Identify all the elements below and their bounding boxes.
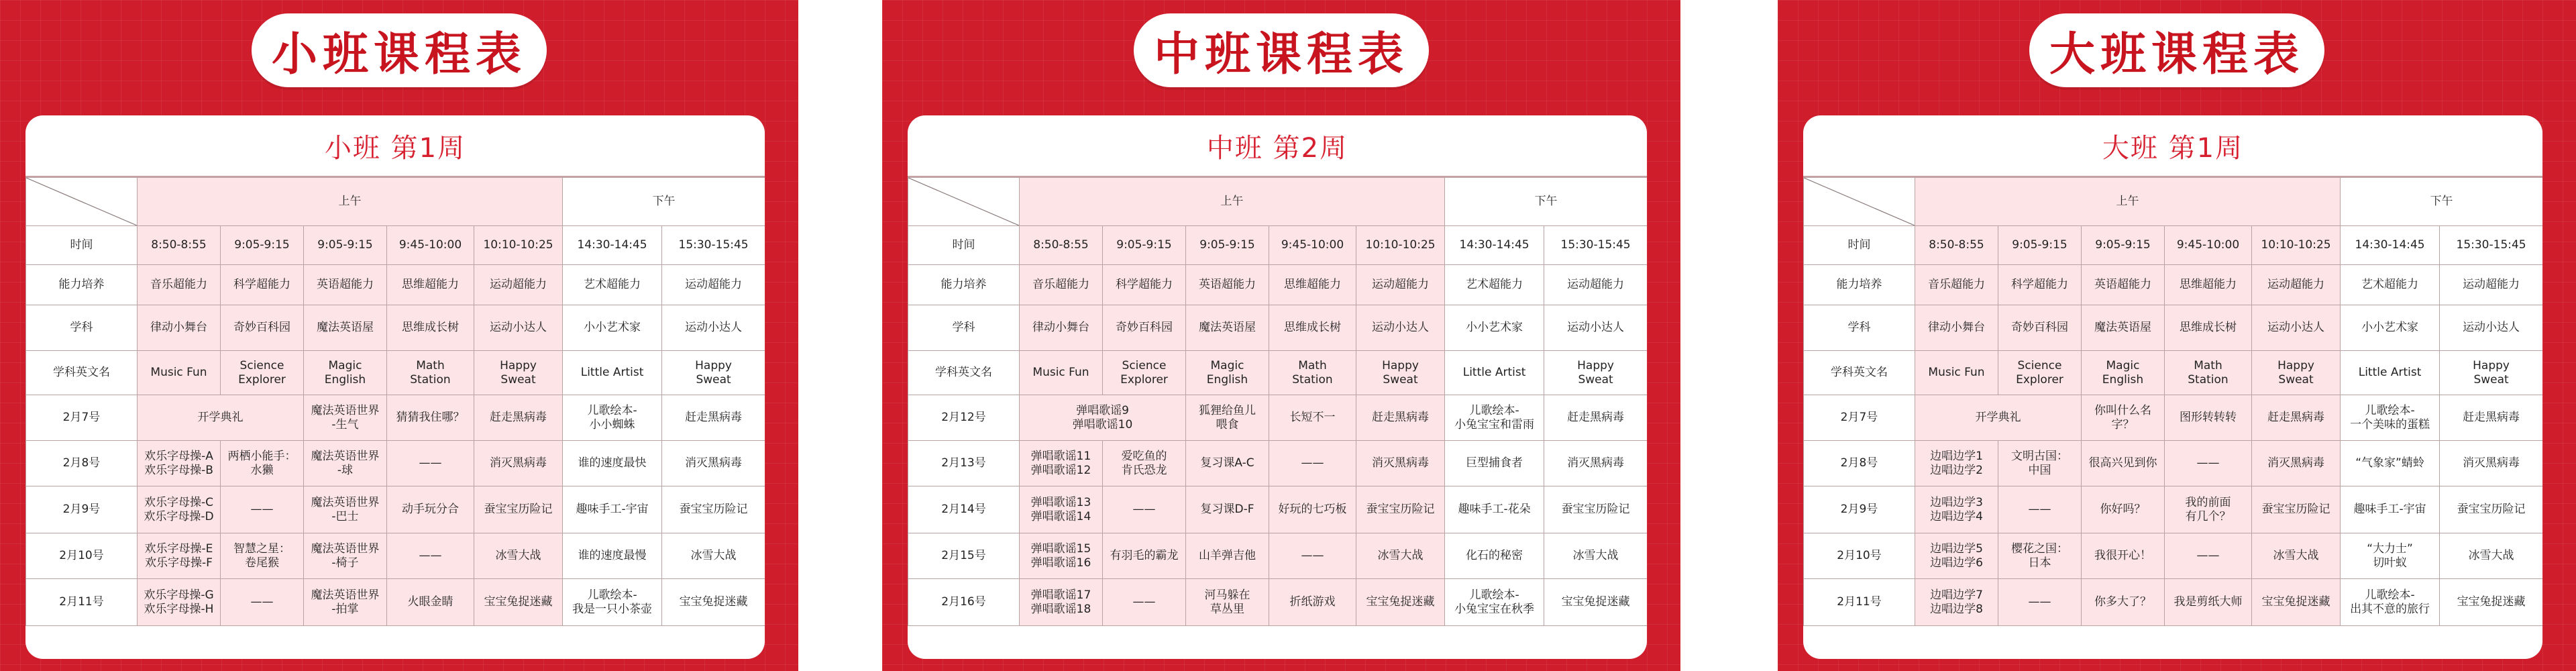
row-label: 学科英文名	[908, 351, 1020, 395]
ability-cell: 科学超能力	[1998, 265, 2082, 305]
lesson-cell: 魔法英语世界 -巴士	[304, 486, 387, 533]
date-cell: 2月16号	[908, 579, 1020, 626]
afternoon-header: 下午	[2341, 178, 2542, 226]
english-name-cell: Little Artist	[1445, 351, 1544, 395]
english-name-cell: Little Artist	[563, 351, 662, 395]
time-cell: 14:30-14:45	[2341, 226, 2440, 265]
time-cell: 15:30-15:45	[1544, 226, 1647, 265]
ability-cell: 运动超能力	[474, 265, 563, 305]
lesson-cell: 弹唱歌谣9 弹唱歌谣10	[1020, 395, 1186, 441]
lesson-cell: 边唱边学7 边唱边学8	[1915, 579, 1998, 626]
schedule-board-large	[1778, 0, 2576, 671]
ability-cell: 运动超能力	[2440, 265, 2542, 305]
row-label: 时间	[908, 226, 1020, 265]
date-cell: 2月12号	[908, 395, 1020, 441]
english-name-cell: Music Fun	[138, 351, 221, 395]
lesson-cell: “气象家”蜻蛉	[2341, 441, 2440, 486]
date-cell: 2月10号	[1804, 533, 1915, 579]
english-name-cell: Magic English	[1186, 351, 1269, 395]
schedule-board-small	[0, 0, 798, 671]
lesson-cell: 化石的秘密	[1445, 533, 1544, 579]
lesson-cell: 冰雪大战	[662, 533, 765, 579]
lesson-cell: 边唱边学3 边唱边学4	[1915, 486, 1998, 533]
lesson-cell: 冰雪大战	[2440, 533, 2542, 579]
lesson-cell: 很高兴见到你	[2082, 441, 2165, 486]
lesson-cell: ——	[387, 533, 474, 579]
lesson-cell: 宝宝兔捉迷藏	[1356, 579, 1445, 626]
ability-cell: 运动超能力	[1544, 265, 1647, 305]
lesson-cell: 折纸游戏	[1269, 579, 1356, 626]
subject-cell: 魔法英语屋	[1186, 305, 1269, 351]
morning-header: 上午	[1915, 178, 2341, 226]
lesson-cell: 文明古国： 中国	[1998, 441, 2082, 486]
english-name-cell: Science Explorer	[1998, 351, 2082, 395]
lesson-cell: 谁的速度最快	[563, 441, 662, 486]
lesson-cell: 弹唱歌谣13 弹唱歌谣14	[1020, 486, 1103, 533]
row-label: 学科英文名	[26, 351, 138, 395]
lesson-cell: 蚕宝宝历险记	[662, 486, 765, 533]
ability-cell: 音乐超能力	[1915, 265, 1998, 305]
lesson-cell: 图形转转转	[2165, 395, 2252, 441]
lesson-cell: 欢乐字母操-E 欢乐字母操-F	[138, 533, 221, 579]
lesson-cell: 好玩的七巧板	[1269, 486, 1356, 533]
lesson-cell: 赶走黑病毒	[662, 395, 765, 441]
lesson-cell: 儿歌绘本- 小兔宝宝和雷雨	[1445, 395, 1544, 441]
ability-cell: 思维超能力	[2165, 265, 2252, 305]
lesson-cell: 欢乐字母操-G 欢乐字母操-H	[138, 579, 221, 626]
time-cell: 8:50-8:55	[1020, 226, 1103, 265]
schedule-table	[25, 177, 765, 626]
time-cell: 9:45-10:00	[387, 226, 474, 265]
subject-cell: 律动小舞台	[1020, 305, 1103, 351]
time-cell: 9:05-9:15	[304, 226, 387, 265]
subject-cell: 小小艺术家	[2341, 305, 2440, 351]
lesson-cell: ——	[221, 579, 304, 626]
date-cell: 2月7号	[1804, 395, 1915, 441]
lesson-cell: 儿歌绘本- 小兔宝宝在秋季	[1445, 579, 1544, 626]
time-cell: 14:30-14:45	[563, 226, 662, 265]
row-label: 学科英文名	[1804, 351, 1915, 395]
ability-cell: 科学超能力	[221, 265, 304, 305]
english-name-cell: Music Fun	[1020, 351, 1103, 395]
time-cell: 9:05-9:15	[1103, 226, 1186, 265]
ability-cell: 音乐超能力	[1020, 265, 1103, 305]
lesson-cell: 蚕宝宝历险记	[1356, 486, 1445, 533]
lesson-cell: 蚕宝宝历险记	[2440, 486, 2542, 533]
afternoon-header: 下午	[563, 178, 765, 226]
lesson-cell: ——	[2165, 441, 2252, 486]
lesson-cell: 冰雪大战	[474, 533, 563, 579]
schedule-table	[1803, 177, 2542, 626]
lesson-cell: 蚕宝宝历险记	[474, 486, 563, 533]
english-name-cell: Happy Sweat	[662, 351, 765, 395]
lesson-cell: 消灭黑病毒	[2252, 441, 2341, 486]
ability-cell: 英语超能力	[2082, 265, 2165, 305]
lesson-cell: 弹唱歌谣17 弹唱歌谣18	[1020, 579, 1103, 626]
lesson-cell: 趣味手工-宇宙	[563, 486, 662, 533]
english-name-cell: Math Station	[1269, 351, 1356, 395]
time-cell: 10:10-10:25	[1356, 226, 1445, 265]
english-name-cell: Happy Sweat	[2252, 351, 2341, 395]
time-cell: 14:30-14:45	[1445, 226, 1544, 265]
board-title: 小班课程表	[252, 13, 547, 87]
lesson-cell: 儿歌绘本- 我是一只小茶壶	[563, 579, 662, 626]
lesson-cell: 河马躲在 草丛里	[1186, 579, 1269, 626]
schedule-table	[908, 177, 1647, 626]
lesson-cell: 魔法英语世界 -椅子	[304, 533, 387, 579]
corner-cell	[1804, 178, 1915, 226]
ability-cell: 艺术超能力	[2341, 265, 2440, 305]
subject-cell: 运动小达人	[2252, 305, 2341, 351]
lesson-cell: 儿歌绘本- 一个美味的蛋糕	[2341, 395, 2440, 441]
lesson-cell: ——	[2165, 533, 2252, 579]
lesson-cell: 宝宝兔捉迷藏	[662, 579, 765, 626]
lesson-cell: 我的前面 有几个？	[2165, 486, 2252, 533]
lesson-cell: 爱吃鱼的 肯氏恐龙	[1103, 441, 1186, 486]
lesson-cell: 儿歌绘本- 出其不意的旅行	[2341, 579, 2440, 626]
time-cell: 15:30-15:45	[662, 226, 765, 265]
subject-cell: 律动小舞台	[1915, 305, 1998, 351]
lesson-cell: “大力士” 切叶蚁	[2341, 533, 2440, 579]
subject-cell: 运动小达人	[474, 305, 563, 351]
lesson-cell: 赶走黑病毒	[474, 395, 563, 441]
subject-cell: 魔法英语屋	[304, 305, 387, 351]
lesson-cell: 长短不一	[1269, 395, 1356, 441]
row-label: 学科	[26, 305, 138, 351]
week-title: 小班 第1周	[25, 115, 765, 177]
time-cell: 9:45-10:00	[1269, 226, 1356, 265]
ability-cell: 音乐超能力	[138, 265, 221, 305]
ability-cell: 运动超能力	[662, 265, 765, 305]
subject-cell: 运动小达人	[2440, 305, 2542, 351]
lesson-cell: 魔法英语世界 -拍掌	[304, 579, 387, 626]
lesson-cell: ——	[1269, 533, 1356, 579]
lesson-cell: 你好吗？	[2082, 486, 2165, 533]
subject-cell: 奇妙百科园	[221, 305, 304, 351]
english-name-cell: Math Station	[387, 351, 474, 395]
lesson-cell: 消灭黑病毒	[662, 441, 765, 486]
time-cell: 9:45-10:00	[2165, 226, 2252, 265]
week-title: 中班 第2周	[908, 115, 1647, 177]
ability-cell: 艺术超能力	[1445, 265, 1544, 305]
lesson-cell: 赶走黑病毒	[1356, 395, 1445, 441]
lesson-cell: 复习课D-F	[1186, 486, 1269, 533]
lesson-cell: 消灭黑病毒	[2440, 441, 2542, 486]
row-label: 能力培养	[26, 265, 138, 305]
lesson-cell: 宝宝兔捉迷藏	[2252, 579, 2341, 626]
corner-cell	[26, 178, 138, 226]
lesson-cell: 巨型捕食者	[1445, 441, 1544, 486]
row-label: 学科	[1804, 305, 1915, 351]
morning-header: 上午	[138, 178, 563, 226]
row-label: 时间	[26, 226, 138, 265]
ability-cell: 艺术超能力	[563, 265, 662, 305]
ability-cell: 科学超能力	[1103, 265, 1186, 305]
lesson-cell: ——	[1998, 486, 2082, 533]
lesson-cell: 你多大了？	[2082, 579, 2165, 626]
ability-cell: 英语超能力	[1186, 265, 1269, 305]
ability-cell: 思维超能力	[1269, 265, 1356, 305]
row-label: 时间	[1804, 226, 1915, 265]
date-cell: 2月10号	[26, 533, 138, 579]
afternoon-header: 下午	[1445, 178, 1647, 226]
lesson-cell: ——	[1103, 579, 1186, 626]
row-label: 学科	[908, 305, 1020, 351]
lesson-cell: 你叫什么名字？	[2082, 395, 2165, 441]
lesson-cell: 消灭黑病毒	[1544, 441, 1647, 486]
lesson-cell: 两栖小能手： 水獭	[221, 441, 304, 486]
english-name-cell: Magic English	[304, 351, 387, 395]
subject-cell: 小小艺术家	[1445, 305, 1544, 351]
lesson-cell: 我是剪纸大师	[2165, 579, 2252, 626]
subject-cell: 律动小舞台	[138, 305, 221, 351]
date-cell: 2月9号	[1804, 486, 1915, 533]
time-cell: 9:05-9:15	[1186, 226, 1269, 265]
lesson-cell: 冰雪大战	[2252, 533, 2341, 579]
english-name-cell: Music Fun	[1915, 351, 1998, 395]
lesson-cell: 开学典礼	[1915, 395, 2082, 441]
lesson-cell: 冰雪大战	[1544, 533, 1647, 579]
subject-cell: 奇妙百科园	[1998, 305, 2082, 351]
lesson-cell: 谁的速度最慢	[563, 533, 662, 579]
lesson-cell: 赶走黑病毒	[1544, 395, 1647, 441]
english-name-cell: Happy Sweat	[2440, 351, 2542, 395]
time-cell: 9:05-9:15	[2082, 226, 2165, 265]
board-title: 大班课程表	[2029, 13, 2324, 87]
time-cell: 8:50-8:55	[1915, 226, 1998, 265]
time-cell: 10:10-10:25	[474, 226, 563, 265]
ability-cell: 运动超能力	[1356, 265, 1445, 305]
lesson-cell: 边唱边学1 边唱边学2	[1915, 441, 1998, 486]
lesson-cell: 欢乐字母操-A 欢乐字母操-B	[138, 441, 221, 486]
date-cell: 2月8号	[1804, 441, 1915, 486]
english-name-cell: Little Artist	[2341, 351, 2440, 395]
lesson-cell: 宝宝兔捉迷藏	[474, 579, 563, 626]
lesson-cell: 智慧之星： 卷尾猴	[221, 533, 304, 579]
subject-cell: 小小艺术家	[563, 305, 662, 351]
lesson-cell: 樱花之国： 日本	[1998, 533, 2082, 579]
subject-cell: 魔法英语屋	[2082, 305, 2165, 351]
lesson-cell: 儿歌绘本- 小小蜘蛛	[563, 395, 662, 441]
english-name-cell: Happy Sweat	[1356, 351, 1445, 395]
time-cell: 10:10-10:25	[2252, 226, 2341, 265]
subject-cell: 奇妙百科园	[1103, 305, 1186, 351]
lesson-cell: 开学典礼	[138, 395, 304, 441]
subject-cell: 思维成长树	[387, 305, 474, 351]
lesson-cell: 复习课A-C	[1186, 441, 1269, 486]
lesson-cell: 消灭黑病毒	[474, 441, 563, 486]
time-cell: 8:50-8:55	[138, 226, 221, 265]
english-name-cell: Happy Sweat	[474, 351, 563, 395]
date-cell: 2月15号	[908, 533, 1020, 579]
schedule-card	[908, 115, 1647, 659]
morning-header: 上午	[1020, 178, 1445, 226]
subject-cell: 思维成长树	[1269, 305, 1356, 351]
english-name-cell: Science Explorer	[1103, 351, 1186, 395]
english-name-cell: Happy Sweat	[1544, 351, 1647, 395]
lesson-cell: 消灭黑病毒	[1356, 441, 1445, 486]
week-title: 大班 第1周	[1803, 115, 2542, 177]
lesson-cell: 弹唱歌谣15 弹唱歌谣16	[1020, 533, 1103, 579]
subject-cell: 运动小达人	[662, 305, 765, 351]
date-cell: 2月7号	[26, 395, 138, 441]
date-cell: 2月8号	[26, 441, 138, 486]
lesson-cell: 宝宝兔捉迷藏	[2440, 579, 2542, 626]
board-title: 中班课程表	[1134, 13, 1429, 87]
lesson-cell: ——	[1998, 579, 2082, 626]
lesson-cell: 狐狸给鱼儿 喂食	[1186, 395, 1269, 441]
lesson-cell: 火眼金睛	[387, 579, 474, 626]
lesson-cell: 趣味手工-花朵	[1445, 486, 1544, 533]
lesson-cell: 蚕宝宝历险记	[1544, 486, 1647, 533]
lesson-cell: ——	[387, 441, 474, 486]
lesson-cell: ——	[1269, 441, 1356, 486]
lesson-cell: 山羊弹吉他	[1186, 533, 1269, 579]
time-cell: 15:30-15:45	[2440, 226, 2542, 265]
lesson-cell: 边唱边学5 边唱边学6	[1915, 533, 1998, 579]
lesson-cell: 有羽毛的霸龙	[1103, 533, 1186, 579]
lesson-cell: 趣味手工-宇宙	[2341, 486, 2440, 533]
lesson-cell: 赶走黑病毒	[2440, 395, 2542, 441]
corner-cell	[908, 178, 1020, 226]
subject-cell: 运动小达人	[1544, 305, 1647, 351]
date-cell: 2月11号	[1804, 579, 1915, 626]
ability-cell: 运动超能力	[2252, 265, 2341, 305]
schedule-card	[25, 115, 765, 659]
date-cell: 2月9号	[26, 486, 138, 533]
lesson-cell: ——	[221, 486, 304, 533]
subject-cell: 思维成长树	[2165, 305, 2252, 351]
lesson-cell: ——	[1103, 486, 1186, 533]
english-name-cell: Magic English	[2082, 351, 2165, 395]
lesson-cell: 猜猜我住哪？	[387, 395, 474, 441]
date-cell: 2月13号	[908, 441, 1020, 486]
lesson-cell: 我很开心！	[2082, 533, 2165, 579]
schedule-card	[1803, 115, 2542, 659]
subject-cell: 运动小达人	[1356, 305, 1445, 351]
lesson-cell: 欢乐字母操-C 欢乐字母操-D	[138, 486, 221, 533]
date-cell: 2月14号	[908, 486, 1020, 533]
time-cell: 9:05-9:15	[221, 226, 304, 265]
lesson-cell: 弹唱歌谣11 弹唱歌谣12	[1020, 441, 1103, 486]
time-cell: 9:05-9:15	[1998, 226, 2082, 265]
lesson-cell: 魔法英语世界 -生气	[304, 395, 387, 441]
row-label: 能力培养	[1804, 265, 1915, 305]
row-label: 能力培养	[908, 265, 1020, 305]
lesson-cell: 宝宝兔捉迷藏	[1544, 579, 1647, 626]
lesson-cell: 赶走黑病毒	[2252, 395, 2341, 441]
date-cell: 2月11号	[26, 579, 138, 626]
lesson-cell: 冰雪大战	[1356, 533, 1445, 579]
ability-cell: 英语超能力	[304, 265, 387, 305]
lesson-cell: 动手玩分合	[387, 486, 474, 533]
lesson-cell: 蚕宝宝历险记	[2252, 486, 2341, 533]
ability-cell: 思维超能力	[387, 265, 474, 305]
english-name-cell: Science Explorer	[221, 351, 304, 395]
lesson-cell: 魔法英语世界 -球	[304, 441, 387, 486]
english-name-cell: Math Station	[2165, 351, 2252, 395]
schedule-board-middle	[882, 0, 1680, 671]
